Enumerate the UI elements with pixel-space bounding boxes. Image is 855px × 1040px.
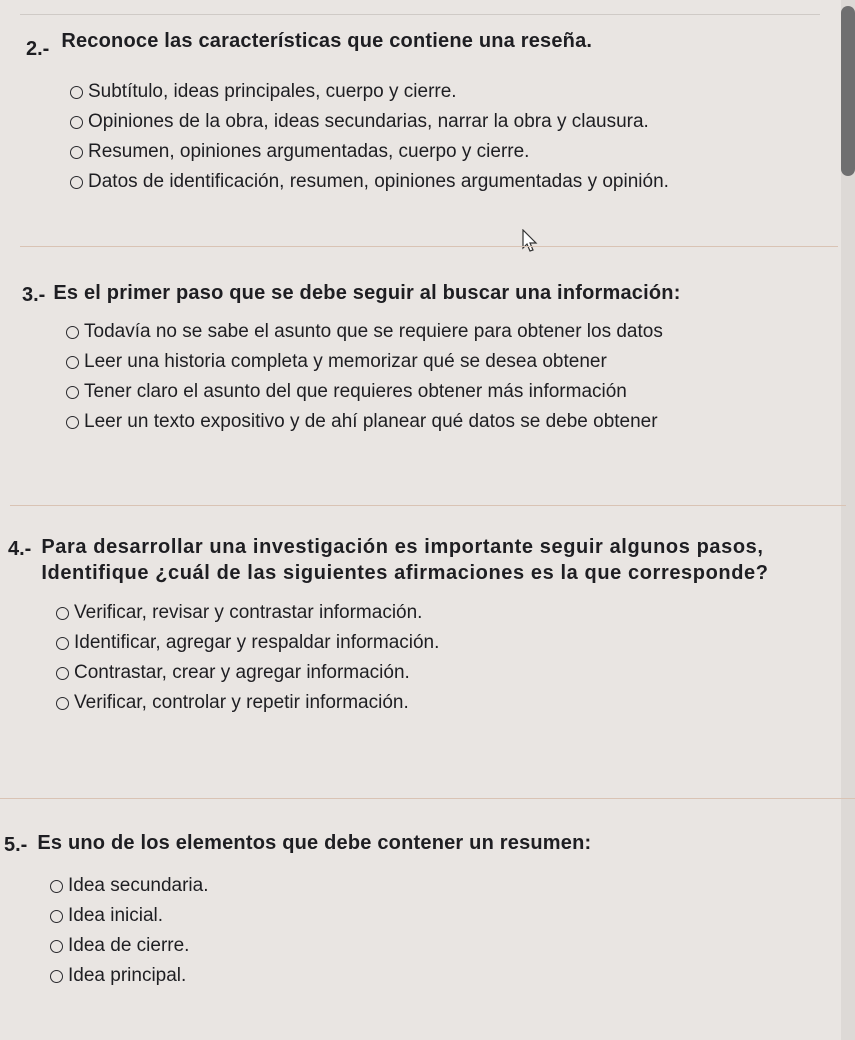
answer-option[interactable]	[70, 167, 816, 197]
radio-button-icon[interactable]	[70, 176, 83, 189]
question-text: Para desarrollar una investigación es importante seguir algunos pasos, Identifique ¿cuál de las siguientes afirmaciones es la que corresponde?	[41, 536, 769, 584]
radio-button-icon[interactable]	[56, 697, 69, 710]
question-number: 5.-	[4, 834, 28, 856]
radio-button-icon[interactable]	[66, 416, 79, 429]
top-divider	[20, 14, 820, 15]
option-label: Opiniones de la obra, ideas secundarias, narrar la obra y clausura.	[88, 111, 649, 132]
answer-option[interactable]	[56, 658, 848, 688]
radio-button-icon[interactable]	[50, 940, 63, 953]
question-text: Es uno de los elementos que debe contener un resumen:	[37, 832, 592, 854]
question-5	[4, 830, 844, 991]
section-divider	[20, 246, 838, 247]
answer-option[interactable]	[66, 317, 832, 347]
radio-button-icon[interactable]	[66, 326, 79, 339]
option-label: Subtítulo, ideas principales, cuerpo y cierre.	[88, 81, 457, 102]
answer-option[interactable]	[50, 931, 844, 961]
option-label: Tener claro el asunto del que requieres obtener más información	[84, 381, 627, 402]
option-label: Idea principal.	[68, 965, 187, 986]
radio-button-icon[interactable]	[70, 116, 83, 129]
question-2	[26, 28, 816, 197]
option-label: Contrastar, crear y agregar información.	[74, 662, 410, 683]
question-text: Reconoce las características que contiene una reseña.	[61, 30, 593, 52]
question-number: 3.-	[22, 284, 46, 306]
option-label: Leer un texto expositivo y de ahí planear qué datos se debe obtener	[84, 411, 658, 432]
option-label: Resumen, opiniones argumentadas, cuerpo y cierre.	[88, 141, 530, 162]
answer-option[interactable]	[56, 688, 848, 718]
question-4	[8, 534, 848, 718]
option-label: Idea de cierre.	[68, 935, 190, 956]
answer-option[interactable]	[50, 871, 844, 901]
radio-button-icon[interactable]	[70, 146, 83, 159]
option-label: Verificar, revisar y contrastar información.	[74, 602, 423, 623]
answer-option[interactable]	[66, 347, 832, 377]
option-label: Idea inicial.	[68, 905, 164, 926]
option-label: Datos de identificación, resumen, opiniones argumentadas y opinión.	[88, 171, 669, 192]
option-label: Todavía no se sabe el asunto que se requiere para obtener los datos	[84, 321, 663, 342]
option-label: Idea secundaria.	[68, 875, 209, 896]
answer-option[interactable]	[70, 137, 816, 167]
radio-button-icon[interactable]	[50, 880, 63, 893]
answer-option[interactable]	[70, 107, 816, 137]
option-label: Leer una historia completa y memorizar qué se desea obtener	[84, 351, 607, 372]
radio-button-icon[interactable]	[56, 667, 69, 680]
radio-button-icon[interactable]	[56, 607, 69, 620]
option-label: Identificar, agregar y respaldar información.	[74, 632, 440, 653]
answer-option[interactable]	[56, 598, 848, 628]
radio-button-icon[interactable]	[66, 386, 79, 399]
section-divider	[0, 798, 855, 799]
answer-option[interactable]	[50, 901, 844, 931]
radio-button-icon[interactable]	[56, 637, 69, 650]
radio-button-icon[interactable]	[50, 970, 63, 983]
answer-option[interactable]	[70, 77, 816, 107]
radio-button-icon[interactable]	[66, 356, 79, 369]
question-text: Es el primer paso que se debe seguir al buscar una información:	[53, 282, 681, 304]
mouse-cursor-icon	[521, 229, 541, 253]
radio-button-icon[interactable]	[50, 910, 63, 923]
section-divider	[10, 505, 846, 506]
scrollbar-thumb[interactable]	[841, 6, 855, 176]
option-label: Verificar, controlar y repetir información.	[74, 692, 409, 713]
answer-option[interactable]	[66, 377, 832, 407]
answer-option[interactable]	[50, 961, 844, 991]
question-number: 4.-	[8, 538, 32, 560]
answer-option[interactable]	[56, 628, 848, 658]
question-3	[22, 280, 832, 437]
question-number: 2.-	[26, 38, 50, 60]
radio-button-icon[interactable]	[70, 86, 83, 99]
answer-option[interactable]	[66, 407, 832, 437]
